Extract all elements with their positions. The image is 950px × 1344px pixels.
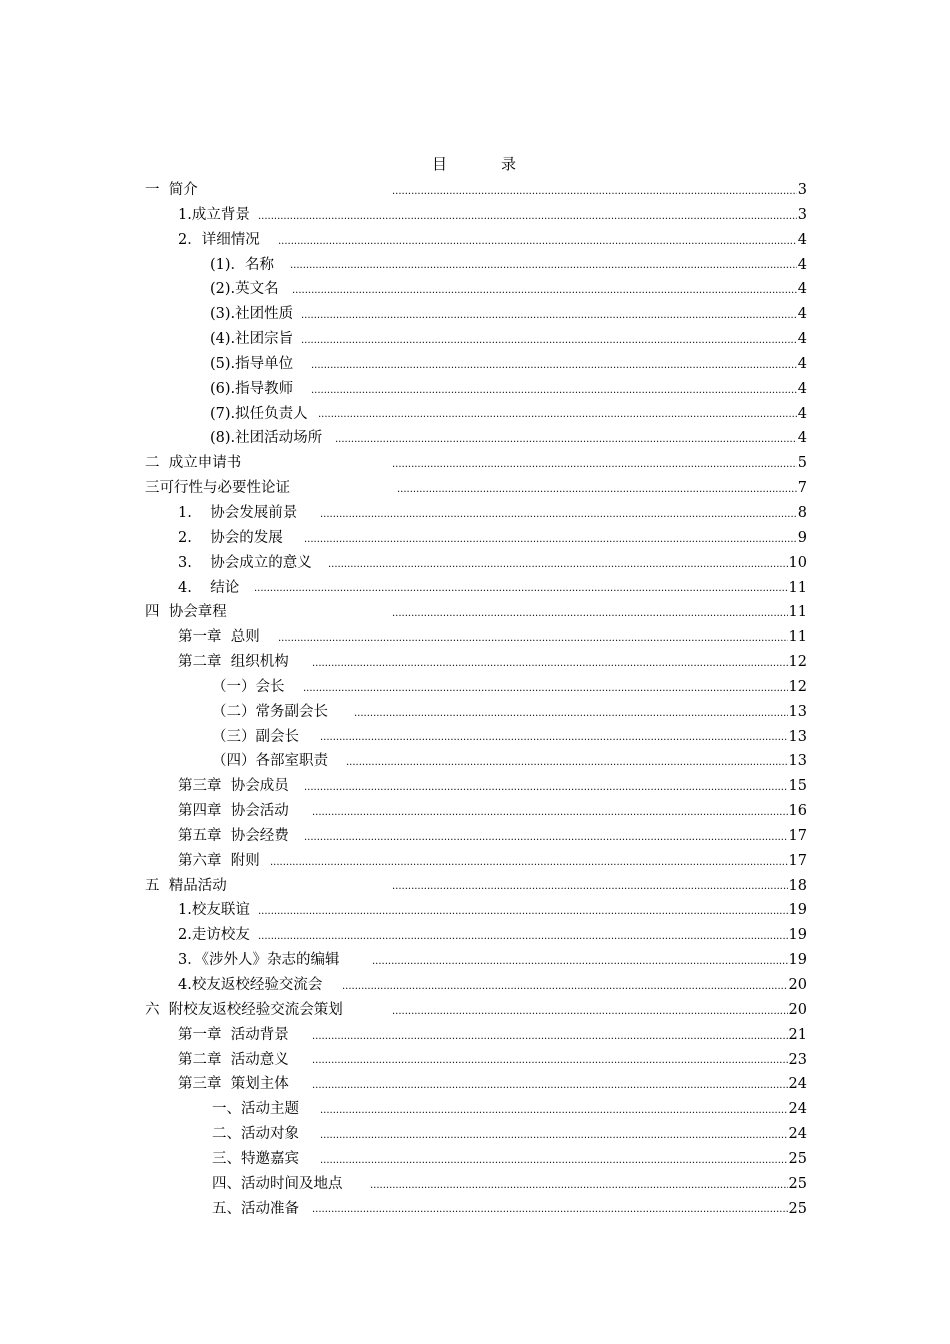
- toc-entry-label: (3).社团性质: [210, 306, 294, 323]
- toc-entry-label: 第六章 附则: [178, 852, 260, 869]
- toc-page-number: 24: [788, 1126, 807, 1143]
- toc-entry[interactable]: [0, 675, 950, 700]
- toc-leader-dots: [392, 998, 788, 1023]
- toc-page-number: 3: [797, 182, 807, 198]
- toc-page-number: 18: [788, 877, 807, 894]
- toc-entry-label: 1.校友联谊: [178, 902, 250, 919]
- toc-page-number: 11: [788, 579, 807, 596]
- toc-leader-dots: [311, 377, 797, 402]
- toc-title-char-1: 目: [431, 155, 449, 173]
- toc-page-number: 4: [797, 331, 807, 348]
- toc-entry-label: 一、活动主题: [212, 1101, 304, 1118]
- toc-entry-label: 3．《涉外人》杂志的编辑: [178, 952, 340, 969]
- toc-entry-label: (7).拟任负责人: [210, 405, 308, 422]
- toc-leader-dots: [301, 327, 797, 352]
- toc-entry[interactable]: [0, 277, 950, 302]
- toc-leader-dots: [312, 799, 788, 824]
- toc-entry[interactable]: [0, 700, 950, 725]
- toc-list: [0, 178, 950, 1221]
- toc-entry[interactable]: [0, 824, 950, 849]
- toc-entry[interactable]: [0, 253, 950, 278]
- toc-entry-label: 2.走访校友: [178, 927, 250, 944]
- toc-leader-dots: [320, 501, 797, 526]
- toc-leader-dots: [320, 1147, 788, 1172]
- toc-leader-dots: [312, 1072, 788, 1097]
- toc-entry-label: 3. 协会成立的意义: [178, 554, 312, 571]
- toc-page-number: 16: [788, 803, 807, 820]
- toc-page-number: 20: [788, 977, 807, 993]
- toc-entry-label: (8).社团活动场所: [210, 430, 323, 447]
- toc-entry-label: (5).指导单位: [210, 355, 298, 372]
- toc-leader-dots: [312, 1197, 788, 1222]
- toc-page-number: 13: [788, 703, 807, 720]
- toc-entry[interactable]: [0, 923, 950, 948]
- toc-entry[interactable]: [0, 377, 950, 402]
- toc-entry-label: (6).指导教师: [210, 380, 298, 397]
- toc-leader-dots: [328, 551, 788, 576]
- toc-entry[interactable]: [0, 302, 950, 327]
- toc-entry-label: 2. 协会的发展: [178, 529, 288, 546]
- toc-entry-label: 第五章 协会经费: [178, 827, 289, 844]
- toc-entry[interactable]: [0, 451, 950, 476]
- toc-entry-label: (1)．名称: [210, 256, 279, 273]
- toc-leader-dots: [270, 849, 788, 874]
- toc-leader-dots: [320, 725, 788, 750]
- toc-entry[interactable]: [0, 1048, 950, 1073]
- toc-leader-dots: [258, 923, 788, 948]
- toc-entry-label: 六 附校友返校经验交流会策划: [145, 1001, 343, 1018]
- toc-page-number: 19: [788, 927, 807, 944]
- toc-page-number: 12: [788, 678, 807, 695]
- toc-page-number: 4: [797, 306, 807, 323]
- toc-page-number: 13: [788, 728, 807, 745]
- toc-leader-dots: [278, 228, 797, 253]
- toc-entry[interactable]: [0, 874, 950, 899]
- toc-leader-dots: [392, 451, 797, 476]
- toc-leader-dots: [254, 576, 788, 601]
- toc-leader-dots: [318, 402, 797, 427]
- toc-entry-label: 第三章 协会成员: [178, 778, 289, 795]
- toc-entry-label: 1.成立背景: [178, 206, 250, 223]
- toc-page-number: 9: [797, 529, 807, 546]
- toc-page-number: 4: [797, 256, 807, 273]
- toc-leader-dots: [311, 352, 797, 377]
- toc-entry-label: （三）副会长: [212, 728, 304, 745]
- toc-entry-label: 五、活动准备: [212, 1200, 299, 1217]
- toc-entry-label: 二、活动对象: [212, 1126, 304, 1143]
- toc-leader-dots: [304, 774, 788, 799]
- toc-entry[interactable]: [0, 352, 950, 377]
- toc-entry[interactable]: [0, 948, 950, 973]
- toc-entry[interactable]: [0, 1097, 950, 1122]
- toc-leader-dots: [354, 700, 788, 725]
- toc-entry-label: (4).社团宗旨: [210, 331, 294, 348]
- toc-leader-dots: [342, 973, 788, 998]
- toc-entry-label: 四 协会章程: [145, 604, 227, 621]
- toc-entry[interactable]: [0, 973, 950, 998]
- toc-entry[interactable]: [0, 625, 950, 650]
- toc-entry[interactable]: [0, 576, 950, 601]
- toc-entry[interactable]: [0, 998, 950, 1023]
- toc-page-number: 25: [788, 1200, 807, 1217]
- toc-title: [0, 153, 950, 174]
- toc-leader-dots: [304, 526, 797, 551]
- toc-entry-label: 1. 协会发展前景: [178, 504, 302, 521]
- toc-entry[interactable]: [0, 551, 950, 576]
- toc-leader-dots: [392, 178, 797, 203]
- toc-entry-label: 二 成立申请书: [145, 455, 242, 472]
- toc-entry-label: 第二章 活动意义: [178, 1051, 294, 1068]
- toc-entry-label: 第四章 协会活动: [178, 803, 294, 820]
- toc-entry[interactable]: [0, 774, 950, 799]
- toc-entry[interactable]: [0, 725, 950, 750]
- toc-leader-dots: [397, 476, 797, 501]
- toc-page-number: 20: [788, 1001, 807, 1018]
- toc-leader-dots: [258, 203, 797, 228]
- toc-entry-label: 4.校友返校经验交流会: [178, 977, 323, 993]
- toc-entry[interactable]: [0, 1023, 950, 1048]
- toc-entry-label: （四）各部室职责: [212, 753, 328, 770]
- toc-entry[interactable]: [0, 526, 950, 551]
- toc-title-char-2: 录: [501, 155, 519, 173]
- toc-leader-dots: [303, 675, 788, 700]
- toc-page-number: 25: [788, 1150, 807, 1167]
- toc-entry-label: 4. 结论: [178, 579, 244, 596]
- toc-entry-label: 三可行性与必要性论证: [145, 480, 290, 497]
- toc-entry[interactable]: [0, 1197, 950, 1222]
- toc-page-number: 4: [797, 231, 807, 248]
- toc-leader-dots: [392, 874, 788, 899]
- toc-entry[interactable]: [0, 799, 950, 824]
- toc-entry[interactable]: [0, 178, 950, 203]
- toc-page-number: 11: [788, 604, 807, 621]
- toc-entry-label: 2．详细情况: [178, 231, 265, 248]
- toc-page-number: 4: [797, 281, 807, 298]
- toc-entry-label: （一）会长: [212, 678, 290, 695]
- toc-page-number: 23: [788, 1051, 807, 1068]
- toc-page-number: 17: [788, 852, 807, 869]
- toc-leader-dots: [292, 277, 797, 302]
- toc-leader-dots: [312, 1023, 788, 1048]
- toc-leader-dots: [290, 253, 797, 278]
- toc-entry[interactable]: [0, 476, 950, 501]
- toc-entry[interactable]: [0, 600, 950, 625]
- toc-entry[interactable]: [0, 749, 950, 774]
- toc-page-number: 24: [788, 1076, 807, 1093]
- toc-leader-dots: [258, 898, 788, 923]
- toc-page-number: 13: [788, 753, 807, 770]
- toc-entry-label: 第一章 活动背景: [178, 1026, 294, 1043]
- toc-entry[interactable]: [0, 1147, 950, 1172]
- toc-page-number: 19: [788, 952, 807, 969]
- toc-entry[interactable]: [0, 1122, 950, 1147]
- toc-entry[interactable]: [0, 650, 950, 675]
- toc-page-number: 15: [788, 778, 807, 795]
- toc-leader-dots: [301, 302, 797, 327]
- toc-page-number: 4: [797, 380, 807, 397]
- toc-leader-dots: [304, 824, 788, 849]
- toc-entry[interactable]: [0, 501, 950, 526]
- toc-entry[interactable]: [0, 203, 950, 228]
- toc-entry[interactable]: [0, 426, 950, 451]
- toc-leader-dots: [312, 650, 788, 675]
- toc-leader-dots: [335, 426, 797, 451]
- toc-leader-dots: [320, 1122, 788, 1147]
- toc-page-number: 4: [797, 355, 807, 372]
- toc-entry[interactable]: [0, 402, 950, 427]
- toc-entry-label: 五 精品活动: [145, 877, 227, 894]
- toc-leader-dots: [320, 1097, 788, 1122]
- toc-page-number: 11: [788, 629, 807, 646]
- toc-entry[interactable]: [0, 1172, 950, 1197]
- toc-page-number: 8: [797, 504, 807, 521]
- toc-leader-dots: [278, 625, 788, 650]
- toc-entry[interactable]: [0, 849, 950, 874]
- toc-page-number: 7: [797, 480, 807, 497]
- toc-entry[interactable]: [0, 327, 950, 352]
- toc-page-number: 3: [797, 206, 807, 223]
- toc-page-number: 4: [797, 430, 807, 447]
- toc-page-number: 12: [788, 654, 807, 671]
- toc-entry-label: 一 简介: [145, 182, 198, 198]
- toc-entry-label: 第三章 策划主体: [178, 1076, 294, 1093]
- toc-entry-label: 三、特邀嘉宾: [212, 1150, 304, 1167]
- toc-entry-label: (2).英文名: [210, 281, 284, 298]
- toc-entry[interactable]: [0, 898, 950, 923]
- toc-page-number: 21: [788, 1026, 807, 1043]
- toc-entry-label: （二）常务副会长: [212, 703, 333, 720]
- toc-entry-label: 第一章 总则: [178, 629, 265, 646]
- toc-entry-label: 第二章 组织机构: [178, 654, 294, 671]
- toc-leader-dots: [346, 749, 788, 774]
- toc-leader-dots: [312, 1048, 788, 1073]
- toc-entry[interactable]: [0, 228, 950, 253]
- toc-leader-dots: [372, 948, 788, 973]
- toc-page-number: 17: [788, 827, 807, 844]
- toc-leader-dots: [370, 1172, 788, 1197]
- toc-entry-label: 四、活动时间及地点: [212, 1175, 348, 1192]
- toc-page-number: 10: [788, 554, 807, 571]
- toc-page-number: 4: [797, 405, 807, 422]
- toc-leader-dots: [392, 600, 788, 625]
- toc-page-number: 25: [788, 1175, 807, 1192]
- toc-entry[interactable]: [0, 1072, 950, 1097]
- toc-page-number: 5: [797, 455, 807, 472]
- toc-page-number: 24: [788, 1101, 807, 1118]
- toc-page-number: 19: [788, 902, 807, 919]
